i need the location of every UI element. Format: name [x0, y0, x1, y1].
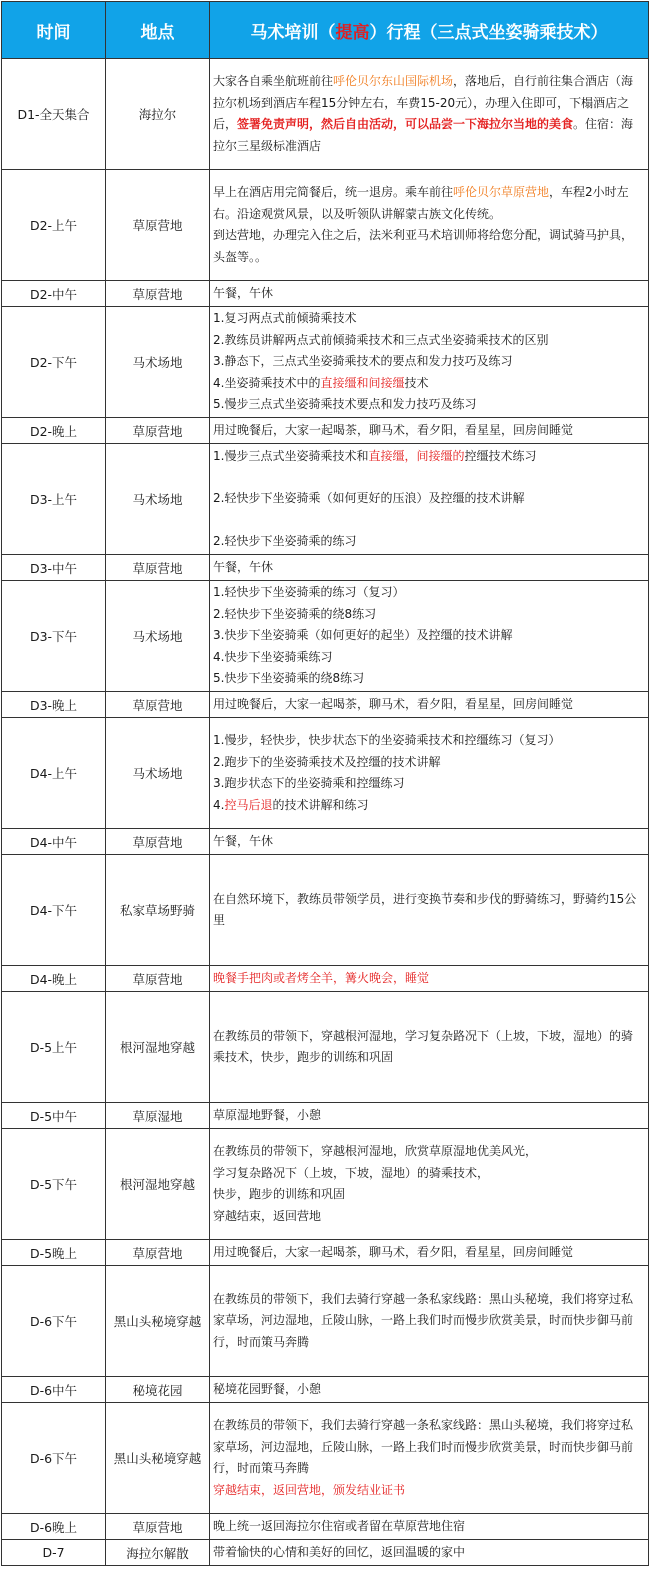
description-text: 4.快步下坐姿骑乘练习: [213, 649, 333, 664]
itinerary-row: [2, 170, 649, 281]
row-place: 草原营地: [106, 170, 210, 281]
description-text: 1.轻快步下坐姿骑乘的练习（复习）: [213, 585, 405, 600]
description-text: 5.慢步三点式坐姿骑乘技术要点和发力技巧及练习: [213, 397, 477, 412]
itinerary-row: [2, 1377, 649, 1403]
description-text: 晚上统一返回海拉尔住宿或者留在草原营地住宿: [213, 1518, 466, 1533]
itinerary-row: [2, 281, 649, 307]
row-place: 秘境花园: [106, 1377, 210, 1403]
description-text: 1.慢步，轻快步，快步状态下的坐姿骑乘技术和控缰练习（复习）: [213, 733, 561, 747]
description-text: 4.坐姿骑乘技术中的: [213, 375, 321, 390]
row-time: D4-中午: [2, 829, 106, 855]
description-line: [213, 582, 644, 604]
row-place: 草原营地: [106, 1514, 210, 1540]
highlighted-text: 穿越结束，返回营地，颁发结业证书: [213, 1482, 406, 1497]
description-text: 快步，跑步的训练和巩固: [213, 1187, 346, 1201]
itinerary-row: [2, 1103, 649, 1129]
description-text: 的技术讲解和练习: [272, 797, 369, 812]
row-description: [210, 1266, 649, 1377]
description-line: [213, 1542, 644, 1564]
row-time: D2-下午: [2, 307, 106, 418]
row-time: D4-下午: [2, 855, 106, 966]
description-line: [213, 182, 644, 225]
description-line: [213, 831, 644, 853]
row-place: 草原营地: [106, 281, 210, 307]
row-time: D3-晚上: [2, 692, 106, 718]
description-text: 草原湿地野餐，小憩: [213, 1107, 322, 1122]
description-text: 午餐，午休: [213, 559, 274, 574]
itinerary-row: [2, 555, 649, 581]
row-description: [210, 170, 649, 281]
row-time: D-5下午: [2, 1129, 106, 1240]
description-line: [213, 604, 644, 626]
description-text: 用过晚餐后，大家一起喝茶，聊马术，看夕阳，看星星，回房间睡觉: [213, 422, 574, 437]
description-line: [213, 647, 644, 669]
row-place: 马术场地: [106, 718, 210, 829]
itinerary-row: [2, 581, 649, 692]
itinerary-row: [2, 718, 649, 829]
row-place: 私家草场野骑: [106, 855, 210, 966]
row-description: [210, 855, 649, 966]
highlighted-text: 呼伦贝尔东山国际机场: [333, 74, 454, 88]
description-line: [213, 1516, 644, 1538]
row-description: [210, 966, 649, 992]
itinerary-row: [2, 992, 649, 1103]
description-text: 在自然环境下，教练员带领学员，进行变换节奏和步伐的野骑练习，野骑约15公里: [213, 891, 637, 927]
description-line: [213, 625, 644, 647]
itinerary-row: [2, 444, 649, 555]
description-line: [213, 694, 644, 716]
row-description: [210, 1129, 649, 1240]
description-text: 早上在酒店用完简餐后，统一退房。乘车前往: [213, 185, 454, 199]
header-plan-pre: 马术培训（: [250, 22, 336, 43]
description-line: [213, 351, 644, 373]
row-place: 草原营地: [106, 1240, 210, 1266]
row-place: 马术场地: [106, 581, 210, 692]
row-place: 海拉尔解散: [106, 1540, 210, 1566]
description-line: [213, 1184, 644, 1206]
row-place: 海拉尔: [106, 59, 210, 170]
description-text: 大家各自乘坐航班前往: [213, 74, 334, 88]
description-text: 技术: [404, 375, 429, 390]
row-description: [210, 829, 649, 855]
description-line: [213, 752, 644, 774]
itinerary-row: [2, 692, 649, 718]
highlighted-text: 呼伦贝尔草原营地: [453, 185, 550, 199]
itinerary-body: [2, 59, 649, 1566]
description-text: 在教练员的带领下，穿越根河湿地，学习复杂路况下（上坡，下坡，湿地）的骑乘技术，快步，跑步的训练和巩固: [213, 1028, 634, 1064]
row-time: D-7: [2, 1540, 106, 1566]
description-text: 3.静态下，三点式坐姿骑乘技术的要点和发力技巧及练习: [213, 354, 513, 369]
row-time: D-6中午: [2, 1377, 106, 1403]
description-text: 到达营地，办理完入住之后，法米利亚马术培训师将给您分配，调试骑马护具，头盔等。。: [213, 228, 634, 264]
row-time: D1-全天集合: [2, 59, 106, 170]
row-place: 马术场地: [106, 444, 210, 555]
row-description: [210, 1403, 649, 1514]
row-description: [210, 992, 649, 1103]
description-line: [213, 889, 644, 932]
row-place: 草原营地: [106, 966, 210, 992]
description-line: [213, 1141, 644, 1163]
row-description: [210, 59, 649, 170]
description-text: ，落地后，自行前往集合酒店（海拉尔机场到酒店车程15分钟左右，车费15-20元），办理入住即可，下榻酒店之后，: [213, 74, 634, 131]
row-time: D-5上午: [2, 992, 106, 1103]
row-description: [210, 1103, 649, 1129]
description-line: [213, 308, 644, 330]
row-place: 黑山头秘境穿越: [106, 1403, 210, 1514]
description-text: 3.快步下坐姿骑乘（如何更好的起坐）及控缰的技术讲解: [213, 628, 513, 643]
row-description: [210, 555, 649, 581]
description-line: [213, 373, 644, 395]
row-place: 草原营地: [106, 829, 210, 855]
description-line: [213, 1289, 644, 1354]
blank-line: [213, 467, 644, 488]
row-description: [210, 692, 649, 718]
description-text: ，车程2小时左右。沿途观赏风景，以及听领队讲解蒙古族文化传统。: [213, 185, 629, 221]
itinerary-row: [2, 59, 649, 170]
itinerary-row: [2, 855, 649, 966]
description-text: 2.轻快步下坐姿骑乘的绕8练习: [213, 606, 377, 621]
description-line: [213, 1415, 644, 1480]
description-line: [213, 330, 644, 352]
description-line: [213, 773, 644, 795]
itinerary-row: [2, 1403, 649, 1514]
row-time: D2-晚上: [2, 418, 106, 444]
row-description: [210, 581, 649, 692]
row-place: 草原营地: [106, 692, 210, 718]
description-text: 在教练员的带领下，我们去骑行穿越一条私家线路：黑山头秘境，我们将穿过私家草场，河边湿地，丘陵山脉，一路上我们时而慢步欣赏美景，时而快步御马前行，时而策马奔腾: [213, 1418, 634, 1475]
row-place: 根河湿地穿越: [106, 992, 210, 1103]
description-line: [213, 71, 644, 157]
row-description: [210, 444, 649, 555]
row-place: 草原营地: [106, 418, 210, 444]
row-time: D2-中午: [2, 281, 106, 307]
description-text: 3.跑步状态下的坐姿骑乘和控缰练习: [213, 776, 405, 790]
description-line: [213, 968, 644, 990]
description-text: 带着愉快的心情和美好的回忆，返回温暖的家中: [213, 1544, 466, 1559]
description-text: 在教练员的带领下，穿越根河湿地，欣赏草原湿地优美风光，: [213, 1144, 538, 1158]
itinerary-row: [2, 829, 649, 855]
description-line: [213, 795, 644, 817]
description-line: [213, 1379, 644, 1401]
description-line: [213, 1026, 644, 1069]
header-place: 地点: [106, 2, 210, 59]
header-plan-post: ）行程（三点式坐姿骑乘技术）: [369, 22, 608, 43]
description-line: [213, 420, 644, 442]
highlighted-text: 直接缰和间接缰: [320, 375, 405, 390]
description-line: [213, 1242, 644, 1264]
row-time: D-6下午: [2, 1403, 106, 1514]
itinerary-row: [2, 1514, 649, 1540]
itinerary-row: [2, 1240, 649, 1266]
itinerary-table: [1, 1, 649, 1566]
description-line: [213, 557, 644, 579]
description-line: [213, 1206, 644, 1228]
description-text: 控缰技术练习: [464, 448, 537, 463]
header-plan-highlight: 提高: [335, 22, 370, 43]
description-line: [213, 668, 644, 690]
row-description: [210, 718, 649, 829]
row-time: D3-下午: [2, 581, 106, 692]
description-line: [213, 225, 644, 268]
description-text: 2.轻快步下坐姿骑乘的练习: [213, 533, 357, 548]
itinerary-row: [2, 1266, 649, 1377]
itinerary-row: [2, 418, 649, 444]
description-text: 5.快步下坐姿骑乘的绕8练习: [213, 671, 365, 686]
row-time: D2-上午: [2, 170, 106, 281]
description-line: [213, 1480, 644, 1502]
description-text: 1.慢步三点式坐姿骑乘技术和: [213, 448, 369, 463]
highlighted-text: 晚餐手把肉或者烤全羊，篝火晚会，睡觉: [213, 970, 430, 985]
highlighted-text: 控马后退: [224, 797, 273, 812]
header-row: [2, 2, 649, 59]
row-description: [210, 1240, 649, 1266]
description-text: 午餐，午休: [213, 285, 274, 300]
description-text: 在教练员的带领下，我们去骑行穿越一条私家线路：黑山头秘境，我们将穿过私家草场，河边湿地，丘陵山脉，一路上我们时而慢步欣赏美景，时而快步御马前行，时而策马奔腾: [213, 1291, 634, 1349]
row-time: D3-中午: [2, 555, 106, 581]
header-plan: [210, 2, 649, 59]
description-line: [213, 1105, 644, 1127]
row-place: 草原湿地: [106, 1103, 210, 1129]
description-text: 秘境花园野餐，小憩: [213, 1381, 322, 1396]
description-line: [213, 730, 644, 752]
description-text: 2.教练员讲解两点式前倾骑乘技术和三点式坐姿骑乘技术的区别: [213, 332, 549, 347]
description-line: [213, 488, 644, 510]
itinerary-row: [2, 1129, 649, 1240]
row-description: [210, 1377, 649, 1403]
description-text: 午餐，午休: [213, 833, 274, 848]
description-text: 学习复杂路况下（上坡，下坡，湿地）的骑乘技术，: [213, 1165, 490, 1180]
row-time: D4-晚上: [2, 966, 106, 992]
row-description: [210, 307, 649, 418]
itinerary-row: [2, 307, 649, 418]
row-description: [210, 281, 649, 307]
description-text: 。住宿：海拉尔三星级标准酒店: [213, 117, 634, 153]
description-line: [213, 283, 644, 305]
row-time: D3-上午: [2, 444, 106, 555]
row-time: D-6晚上: [2, 1514, 106, 1540]
row-description: [210, 1540, 649, 1566]
description-text: 2.轻快步下坐姿骑乘（如何更好的压浪）及控缰的技术讲解: [213, 491, 525, 506]
description-text: 用过晚餐后，大家一起喝茶，聊马术，看夕阳，看星星，回房间睡觉: [213, 696, 574, 711]
description-text: 4.: [213, 797, 225, 812]
description-line: [213, 531, 644, 553]
description-line: [213, 1163, 644, 1185]
row-place: 草原营地: [106, 555, 210, 581]
description-text: 穿越结束，返回营地: [213, 1208, 322, 1223]
row-time: D4-上午: [2, 718, 106, 829]
row-time: D-5晚上: [2, 1240, 106, 1266]
description-text: 1.复习两点式前倾骑乘技术: [213, 311, 357, 326]
header-time: 时间: [2, 2, 106, 59]
itinerary-row: [2, 1540, 649, 1566]
row-description: [210, 418, 649, 444]
row-place: 马术场地: [106, 307, 210, 418]
highlighted-text: 直接缰，间接缰的: [368, 448, 465, 463]
description-text: 2.跑步下的坐姿骑乘技术及控缰的技术讲解: [213, 754, 441, 769]
row-time: D-5中午: [2, 1103, 106, 1129]
row-place: 根河湿地穿越: [106, 1129, 210, 1240]
blank-line: [213, 510, 644, 531]
row-time: D-6下午: [2, 1266, 106, 1377]
description-line: [213, 394, 644, 416]
row-description: [210, 1514, 649, 1540]
description-text: 用过晚餐后，大家一起喝茶，聊马术，看夕阳，看星星，回房间睡觉: [213, 1244, 574, 1259]
row-place: 黑山头秘境穿越: [106, 1266, 210, 1377]
description-line: [213, 446, 644, 468]
highlighted-text: 签署免责声明，然后自由活动，可以品尝一下海拉尔当地的美食: [237, 117, 574, 131]
itinerary-row: [2, 966, 649, 992]
